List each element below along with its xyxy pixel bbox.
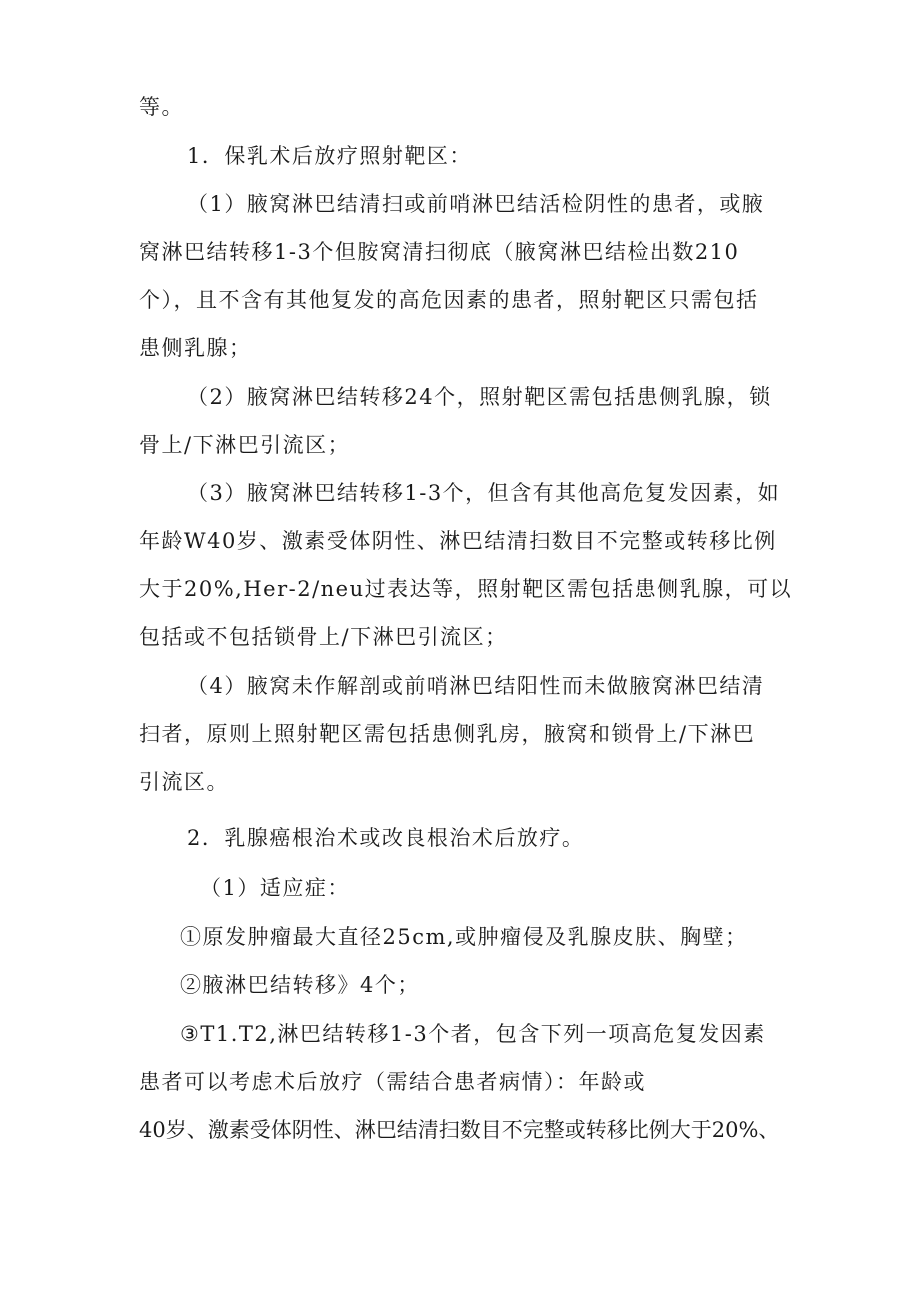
text-line-continuation: 等。: [139, 95, 184, 119]
list-item-1: ①原发肿瘤最大直径25cm,或肿瘤侵及乳腺皮肤、胸壁；: [180, 925, 748, 949]
list-item-3-line-3: 40岁、激素受体阴性、淋巴结清扫数目不完整或转移比例大于20%、: [139, 1118, 780, 1142]
paragraph-2-line-1: （2）腋窝淋巴结转移24个，照射靶区需包括患侧乳腺，锁: [187, 385, 772, 409]
paragraph-4-line-2: 扫者，原则上照射靶区需包括患侧乳房，腋窝和锁骨上/下淋巴: [139, 722, 756, 746]
list-item-2: ②腋淋巴结转移》4个；: [180, 973, 420, 997]
paragraph-3-line-4: 包括或不包括锁骨上/下淋巴引流区；: [139, 625, 508, 649]
paragraph-3-line-1: （3）腋窝淋巴结转移1-3个，但含有其他高危复发因素，如: [187, 481, 781, 505]
paragraph-4-line-1: （4）腋窝未作解剖或前哨淋巴结阳性而未做腋窝淋巴结清: [187, 674, 765, 698]
paragraph-1-line-3: 个），且不含有其他复发的高危因素的患者，照射靶区只需包括: [139, 288, 759, 312]
list-item-3-line-2: 患者可以考虑术后放疗（需结合患者病情）：年龄或: [139, 1070, 646, 1094]
section-heading-2: 2．乳腺癌根治术或改良根治术后放疗。: [187, 826, 585, 850]
paragraph-3-line-2: 年龄W40岁、激素受体阴性、淋巴结清扫数目不完整或转移比例: [139, 529, 777, 553]
section-heading-1: 1．保乳术后放疗照射靶区：: [187, 144, 472, 168]
paragraph-1-line-1: （1）腋窝淋巴结清扫或前哨淋巴结活检阴性的患者，或腋: [187, 192, 765, 216]
list-item-3-line-1: ③T1.T2,淋巴结转移1-3个者，包含下列一项高危复发因素: [180, 1022, 766, 1046]
paragraph-1-line-4: 患侧乳腺；: [139, 336, 252, 360]
subsection-heading: （1）适应症：: [200, 876, 350, 900]
paragraph-1-line-2: 窝淋巴结转移1-3个但胺窝清扫彻底（腋窝淋巴结检出数210: [139, 240, 740, 264]
paragraph-2-line-2: 骨上/下淋巴引流区；: [139, 433, 351, 457]
paragraph-4-line-3: 引流区。: [139, 770, 229, 794]
paragraph-3-line-3: 大于20%,Her-2/neu过表达等，照射靶区需包括患侧乳腺，可以: [139, 577, 793, 601]
